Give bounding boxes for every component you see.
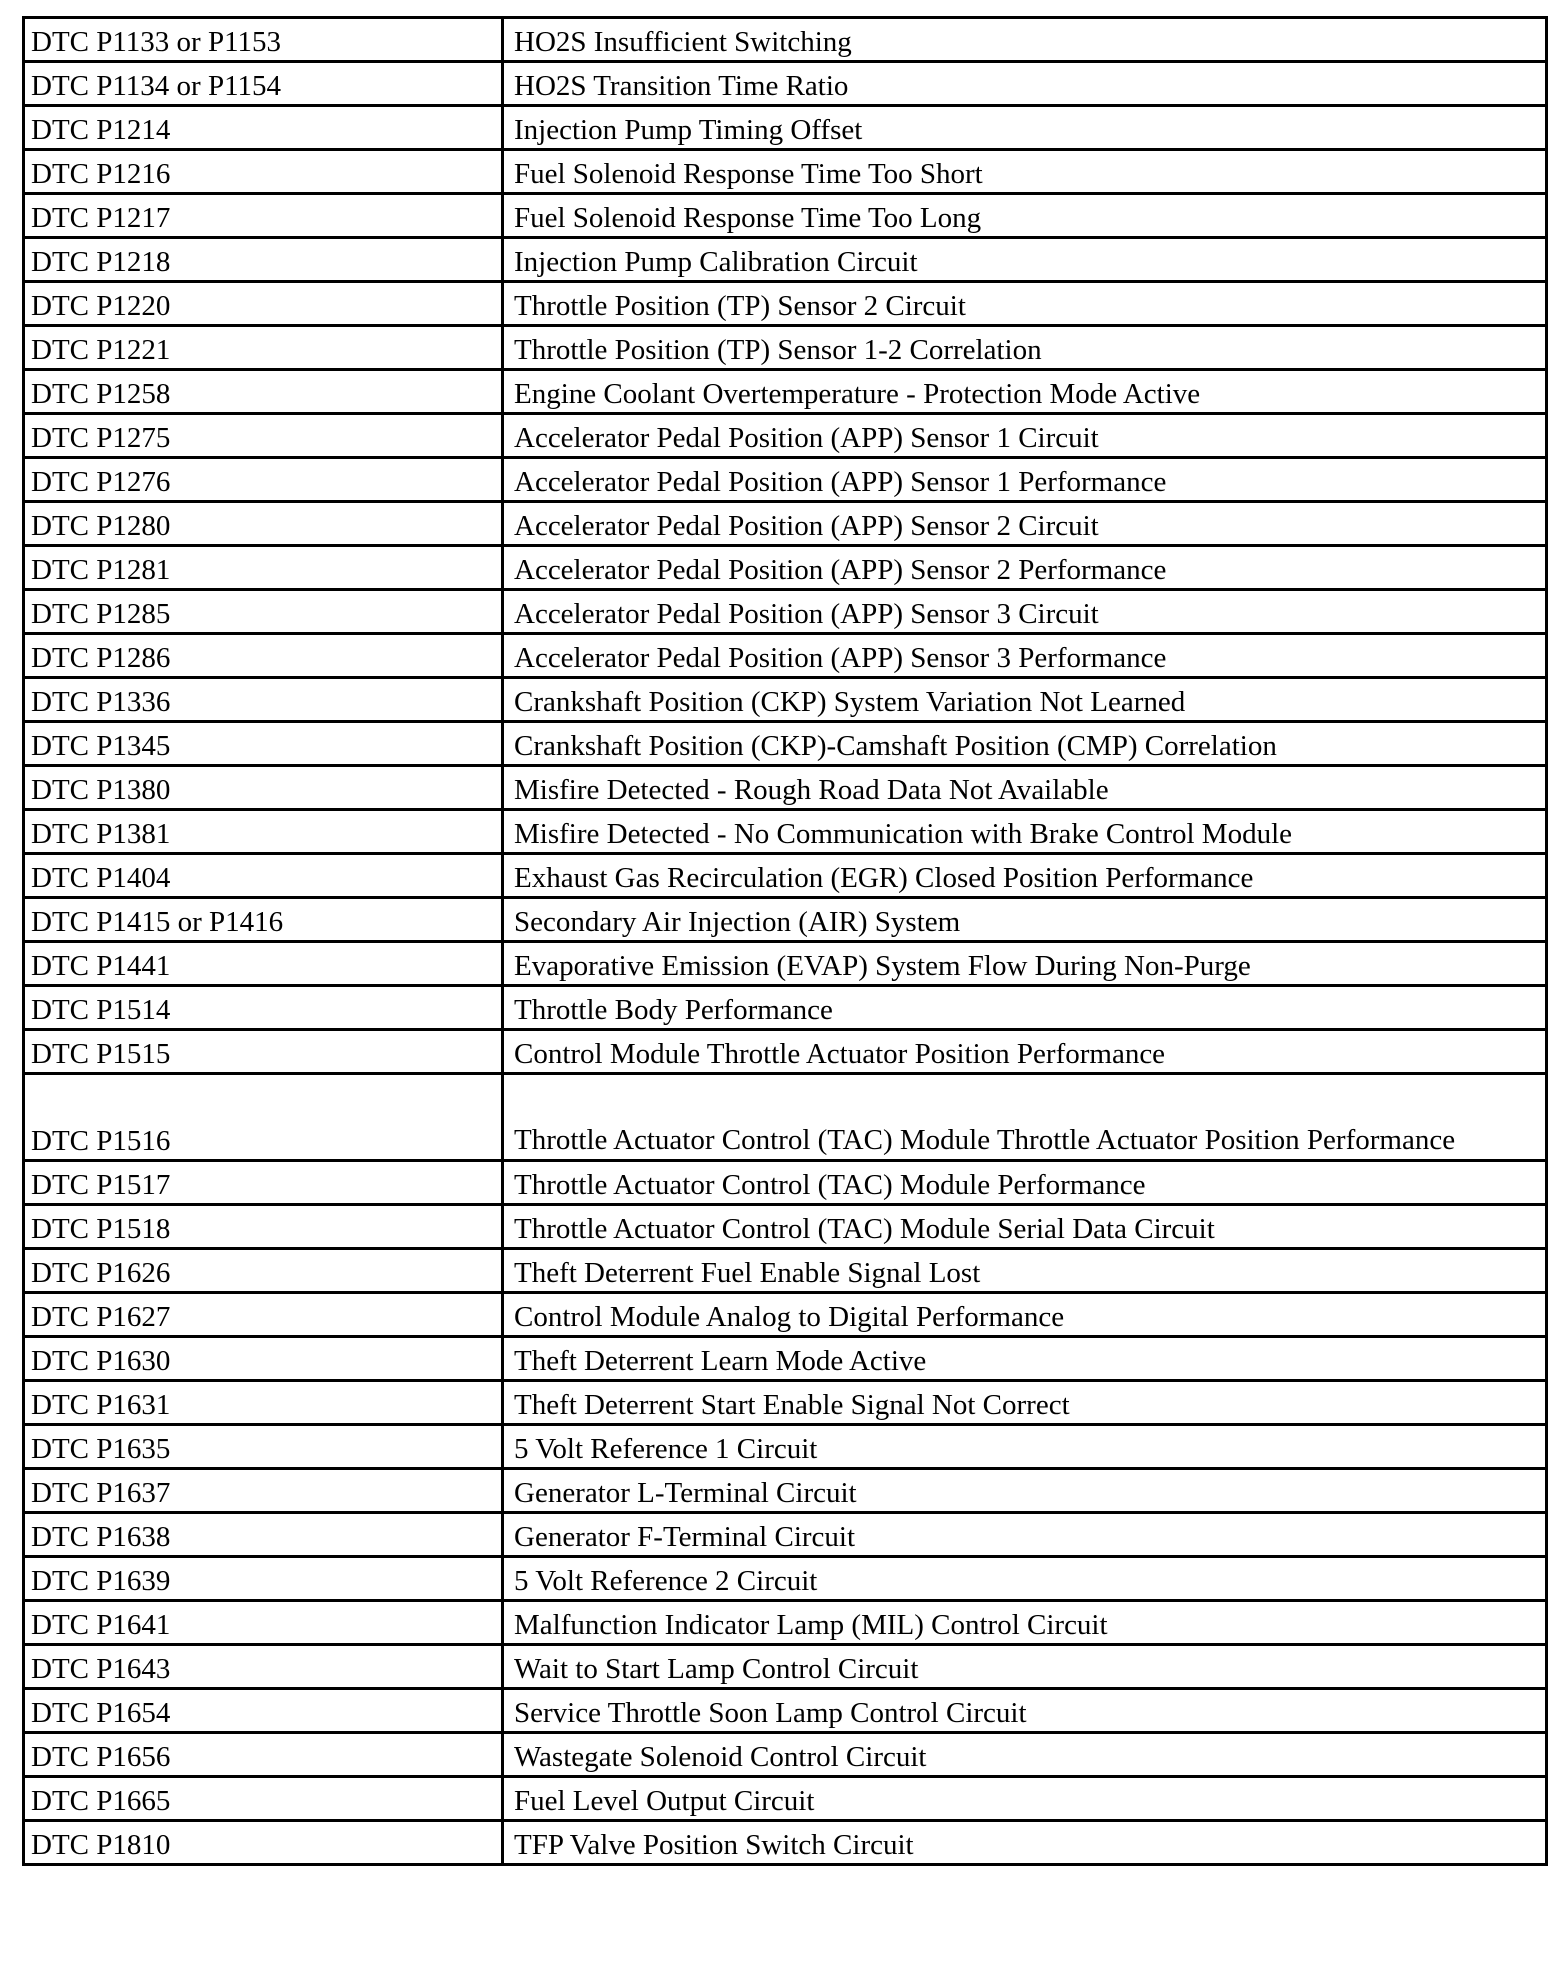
dtc-code-cell: DTC P1515 xyxy=(24,1030,503,1074)
dtc-code-cell: DTC P1810 xyxy=(24,1821,503,1865)
dtc-code-cell: DTC P1216 xyxy=(24,150,503,194)
dtc-code-cell: DTC P1516 xyxy=(24,1074,503,1161)
table-row xyxy=(24,458,1547,502)
dtc-description-cell: HO2S Insufficient Switching xyxy=(503,18,1547,62)
dtc-description-cell: Throttle Body Performance xyxy=(503,986,1547,1030)
dtc-description-cell: Fuel Solenoid Response Time Too Short xyxy=(503,150,1547,194)
dtc-code-cell: DTC P1665 xyxy=(24,1777,503,1821)
table-row xyxy=(24,1030,1547,1074)
dtc-description-cell: Injection Pump Calibration Circuit xyxy=(503,238,1547,282)
dtc-code-cell: DTC P1518 xyxy=(24,1205,503,1249)
dtc-code-cell: DTC P1217 xyxy=(24,194,503,238)
table-row xyxy=(24,1777,1547,1821)
dtc-description-cell: Generator L-Terminal Circuit xyxy=(503,1469,1547,1513)
dtc-table-body xyxy=(24,18,1547,1865)
dtc-description-cell: Malfunction Indicator Lamp (MIL) Control Circuit xyxy=(503,1601,1547,1645)
dtc-code-cell: DTC P1134 or P1154 xyxy=(24,62,503,106)
table-row xyxy=(24,810,1547,854)
dtc-description-cell: Theft Deterrent Learn Mode Active xyxy=(503,1337,1547,1381)
dtc-description-cell: Accelerator Pedal Position (APP) Sensor 1 Performance xyxy=(503,458,1547,502)
dtc-description-cell: Throttle Position (TP) Sensor 1-2 Correlation xyxy=(503,326,1547,370)
table-row xyxy=(24,986,1547,1030)
table-row xyxy=(24,326,1547,370)
dtc-description-cell: Misfire Detected - Rough Road Data Not Available xyxy=(503,766,1547,810)
table-row xyxy=(24,370,1547,414)
table-row xyxy=(24,1381,1547,1425)
dtc-code-cell: DTC P1517 xyxy=(24,1161,503,1205)
dtc-description-cell: Misfire Detected - No Communication with Brake Control Module xyxy=(503,810,1547,854)
table-row xyxy=(24,1249,1547,1293)
dtc-description-cell: Throttle Actuator Control (TAC) Module Performance xyxy=(503,1161,1547,1205)
dtc-code-cell: DTC P1380 xyxy=(24,766,503,810)
dtc-code-cell: DTC P1280 xyxy=(24,502,503,546)
dtc-code-cell: DTC P1630 xyxy=(24,1337,503,1381)
dtc-description-cell: Theft Deterrent Start Enable Signal Not Correct xyxy=(503,1381,1547,1425)
dtc-code-cell: DTC P1627 xyxy=(24,1293,503,1337)
dtc-code-cell: DTC P1415 or P1416 xyxy=(24,898,503,942)
dtc-code-cell: DTC P1404 xyxy=(24,854,503,898)
dtc-code-cell: DTC P1641 xyxy=(24,1601,503,1645)
dtc-description-cell: Service Throttle Soon Lamp Control Circuit xyxy=(503,1689,1547,1733)
table-row xyxy=(24,722,1547,766)
table-row xyxy=(24,898,1547,942)
dtc-description-cell: Wait to Start Lamp Control Circuit xyxy=(503,1645,1547,1689)
dtc-description-cell: Fuel Level Output Circuit xyxy=(503,1777,1547,1821)
dtc-description-cell: Control Module Analog to Digital Performance xyxy=(503,1293,1547,1337)
dtc-description-cell: Secondary Air Injection (AIR) System xyxy=(503,898,1547,942)
dtc-description-cell: Wastegate Solenoid Control Circuit xyxy=(503,1733,1547,1777)
table-row xyxy=(24,766,1547,810)
dtc-description-cell: Accelerator Pedal Position (APP) Sensor 3 Performance xyxy=(503,634,1547,678)
table-row xyxy=(24,62,1547,106)
table-row xyxy=(24,1425,1547,1469)
dtc-description-cell: Throttle Position (TP) Sensor 2 Circuit xyxy=(503,282,1547,326)
dtc-code-cell: DTC P1275 xyxy=(24,414,503,458)
dtc-code-cell: DTC P1441 xyxy=(24,942,503,986)
table-row xyxy=(24,1337,1547,1381)
dtc-code-cell: DTC P1643 xyxy=(24,1645,503,1689)
dtc-description-cell: Injection Pump Timing Offset xyxy=(503,106,1547,150)
table-row xyxy=(24,106,1547,150)
dtc-code-cell: DTC P1656 xyxy=(24,1733,503,1777)
dtc-code-cell: DTC P1631 xyxy=(24,1381,503,1425)
dtc-description-cell: Accelerator Pedal Position (APP) Sensor 2 Performance xyxy=(503,546,1547,590)
dtc-code-cell: DTC P1638 xyxy=(24,1513,503,1557)
table-row xyxy=(24,150,1547,194)
table-row xyxy=(24,414,1547,458)
table-row xyxy=(24,1557,1547,1601)
dtc-code-cell: DTC P1345 xyxy=(24,722,503,766)
table-row xyxy=(24,942,1547,986)
dtc-description-cell: 5 Volt Reference 2 Circuit xyxy=(503,1557,1547,1601)
dtc-code-cell: DTC P1285 xyxy=(24,590,503,634)
dtc-code-cell: DTC P1133 or P1153 xyxy=(24,18,503,62)
dtc-description-cell: Control Module Throttle Actuator Position Performance xyxy=(503,1030,1547,1074)
table-row xyxy=(24,1733,1547,1777)
dtc-description-cell: Theft Deterrent Fuel Enable Signal Lost xyxy=(503,1249,1547,1293)
dtc-description-cell: Fuel Solenoid Response Time Too Long xyxy=(503,194,1547,238)
dtc-code-cell: DTC P1214 xyxy=(24,106,503,150)
table-row xyxy=(24,1205,1547,1249)
dtc-description-cell: Throttle Actuator Control (TAC) Module Throttle Actuator Position Performance xyxy=(503,1074,1547,1161)
table-row xyxy=(24,854,1547,898)
dtc-description-cell: TFP Valve Position Switch Circuit xyxy=(503,1821,1547,1865)
table-row xyxy=(24,678,1547,722)
dtc-description-cell: Accelerator Pedal Position (APP) Sensor 1 Circuit xyxy=(503,414,1547,458)
dtc-code-cell: DTC P1218 xyxy=(24,238,503,282)
dtc-code-cell: DTC P1276 xyxy=(24,458,503,502)
table-row xyxy=(24,238,1547,282)
dtc-code-cell: DTC P1654 xyxy=(24,1689,503,1733)
dtc-code-cell: DTC P1258 xyxy=(24,370,503,414)
dtc-description-cell: Exhaust Gas Recirculation (EGR) Closed Position Performance xyxy=(503,854,1547,898)
dtc-code-cell: DTC P1381 xyxy=(24,810,503,854)
table-row xyxy=(24,590,1547,634)
dtc-description-cell: 5 Volt Reference 1 Circuit xyxy=(503,1425,1547,1469)
table-row xyxy=(24,1074,1547,1161)
table-row xyxy=(24,546,1547,590)
dtc-description-cell: Throttle Actuator Control (TAC) Module Serial Data Circuit xyxy=(503,1205,1547,1249)
table-row xyxy=(24,1161,1547,1205)
dtc-code-cell: DTC P1220 xyxy=(24,282,503,326)
table-row xyxy=(24,1645,1547,1689)
dtc-code-cell: DTC P1635 xyxy=(24,1425,503,1469)
dtc-code-cell: DTC P1281 xyxy=(24,546,503,590)
dtc-description-cell: Crankshaft Position (CKP) System Variation Not Learned xyxy=(503,678,1547,722)
table-row xyxy=(24,1513,1547,1557)
dtc-code-cell: DTC P1221 xyxy=(24,326,503,370)
dtc-code-cell: DTC P1336 xyxy=(24,678,503,722)
table-row xyxy=(24,18,1547,62)
table-row xyxy=(24,194,1547,238)
dtc-code-cell: DTC P1286 xyxy=(24,634,503,678)
dtc-code-cell: DTC P1626 xyxy=(24,1249,503,1293)
dtc-code-cell: DTC P1514 xyxy=(24,986,503,1030)
table-row xyxy=(24,1689,1547,1733)
dtc-description-cell: HO2S Transition Time Ratio xyxy=(503,62,1547,106)
dtc-description-cell: Generator F-Terminal Circuit xyxy=(503,1513,1547,1557)
dtc-description-cell: Crankshaft Position (CKP)-Camshaft Position (CMP) Correlation xyxy=(503,722,1547,766)
dtc-table xyxy=(22,16,1548,1866)
table-row xyxy=(24,282,1547,326)
table-row xyxy=(24,1293,1547,1337)
dtc-description-cell: Evaporative Emission (EVAP) System Flow During Non-Purge xyxy=(503,942,1547,986)
dtc-description-cell: Accelerator Pedal Position (APP) Sensor 3 Circuit xyxy=(503,590,1547,634)
table-row xyxy=(24,1601,1547,1645)
table-row xyxy=(24,1469,1547,1513)
table-row xyxy=(24,634,1547,678)
dtc-code-cell: DTC P1639 xyxy=(24,1557,503,1601)
dtc-description-cell: Engine Coolant Overtemperature - Protection Mode Active xyxy=(503,370,1547,414)
dtc-description-cell: Accelerator Pedal Position (APP) Sensor 2 Circuit xyxy=(503,502,1547,546)
dtc-code-cell: DTC P1637 xyxy=(24,1469,503,1513)
table-row xyxy=(24,1821,1547,1865)
table-row xyxy=(24,502,1547,546)
